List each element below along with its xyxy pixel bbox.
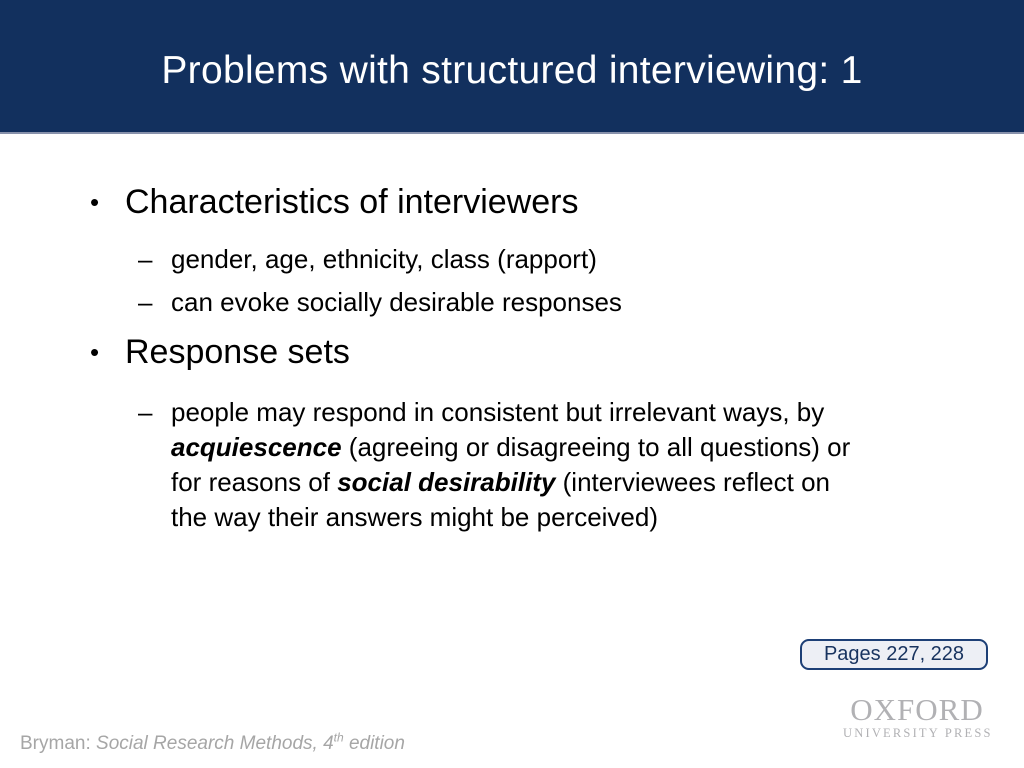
- paragraph-line: [171, 395, 850, 430]
- dash-icon: –: [138, 244, 153, 274]
- paragraph-emphasis: acquiescence: [171, 432, 342, 462]
- paragraph-segment: the way their answers might be perceived): [171, 502, 659, 532]
- paragraph-segment: for reasons of: [171, 467, 338, 497]
- paragraph-text: [171, 395, 850, 535]
- sub-bullet-item: [138, 243, 984, 276]
- footer-book-title: Social Research Methods, 4: [96, 733, 334, 754]
- bullet-label: Characteristics of interviewers: [125, 183, 579, 221]
- sub-bullet-item: [138, 286, 984, 319]
- sub-bullet-paragraph: [138, 395, 984, 535]
- footer-superscript: th: [333, 730, 344, 745]
- slide-title: Problems with structured interviewing: 1: [161, 49, 863, 92]
- oxford-university-press-logo: [843, 694, 991, 740]
- dash-icon: –: [138, 397, 153, 427]
- paragraph-line: [171, 465, 850, 500]
- bullet-item-characteristics: [90, 183, 984, 221]
- logo-subtitle: UNIVERSITY PRESS: [843, 726, 993, 740]
- paragraph-emphasis: social desirability: [337, 467, 556, 497]
- sub-bullet-list: [138, 243, 984, 319]
- logo-wordmark: OXFORD: [850, 692, 984, 727]
- dash-icon: –: [138, 287, 153, 317]
- pages-badge-label: Pages 227, 228: [823, 643, 965, 665]
- bullet-label: Response sets: [125, 333, 350, 371]
- paragraph-segment: (interviewees reflect on: [555, 467, 830, 497]
- sub-bullet-label: gender, age, ethnicity, class (rapport): [171, 244, 597, 274]
- paragraph-line: [171, 430, 850, 465]
- footer-edition: edition: [343, 733, 405, 754]
- paragraph-segment: (agreeing or disagreeing to all questions) or: [341, 432, 851, 462]
- paragraph-segment: people may respond in consistent but irrelevant ways, by: [171, 397, 825, 427]
- pages-badge: [800, 639, 988, 670]
- bullet-item-response-sets: [90, 333, 984, 371]
- sub-bullet-label: can evoke socially desirable responses: [171, 287, 622, 317]
- attribution-footer: [20, 730, 405, 755]
- paragraph-line: [171, 500, 850, 535]
- bullet-icon: •: [90, 337, 100, 367]
- bullet-icon: •: [90, 187, 100, 217]
- title-bar: [0, 0, 1024, 134]
- slide-body: [90, 183, 984, 535]
- footer-author: Bryman:: [20, 733, 97, 754]
